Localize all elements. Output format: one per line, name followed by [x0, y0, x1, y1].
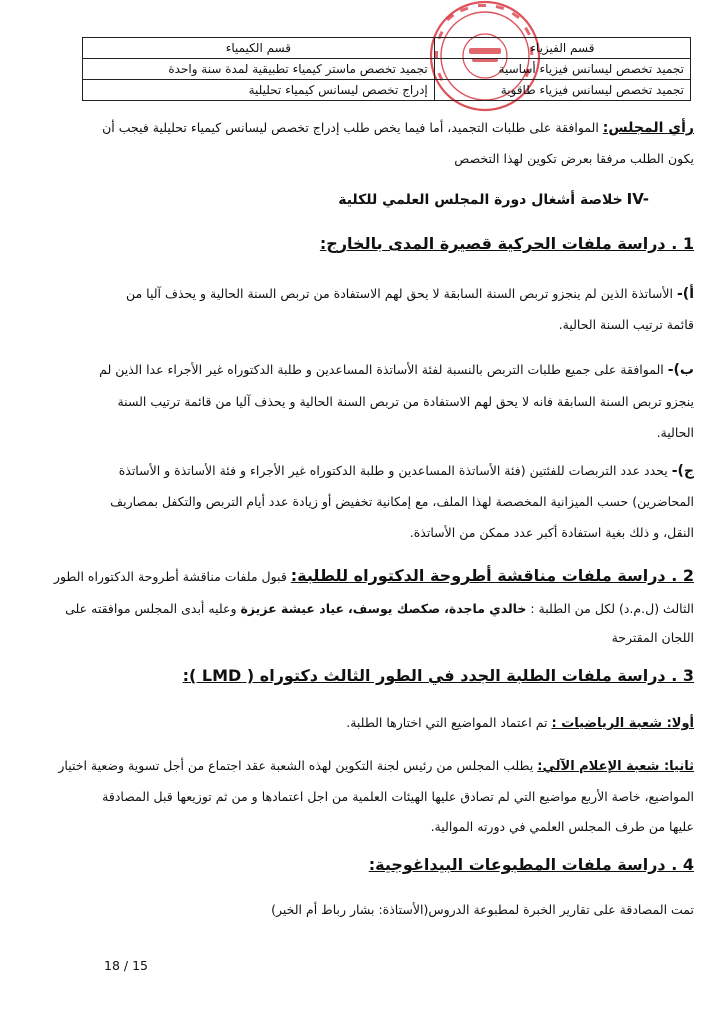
item-a-label: أ)-: [676, 286, 694, 302]
part-1-c-line-2: المحاضرين) حسب الميزانية المخصصة لهذا الملف، مع إمكانية تخفيض أو زيادة عدد أيام التربص والتكفل بمصاريف: [110, 494, 694, 509]
part-1-a-line-2: قائمة ترتيب السنة الحالية.: [558, 317, 694, 332]
header-chemistry: قسم الكيمياء: [83, 38, 435, 59]
header-physics: قسم الفيزياء: [434, 38, 690, 59]
student-name: خالدي ماجدة،: [444, 601, 527, 616]
departments-table: [82, 37, 691, 101]
part-2-line-2: [35, 601, 694, 616]
part-3-first-line: [346, 715, 694, 731]
table-cell: إدراج تخصص ليسانس كيمياء تحليلية: [83, 80, 435, 101]
part-3-second-line-3: عليها من طرف المجلس العلمي في دورته الموالية.: [430, 819, 694, 834]
math-branch-text: تم اعتماد المواضيع التي اختارها الطلبة.: [346, 715, 548, 730]
section-iv-heading: [338, 190, 649, 208]
item-a-text-1: الأساتذة الذين لم ينجزو تربص السنة السابقة لا يحق لهم الاستفادة من تربص السنة الحالية و يحذف آليا من: [125, 286, 673, 301]
page-number: 18 / 15: [104, 958, 148, 973]
table-row: [83, 80, 691, 101]
opinion-text-1: الموافقة على طلبات التجميد، أما فيما يخص طلب إدراج تخصص ليسانس كيمياء تحليلية فيجب أن: [102, 120, 599, 135]
part-4-title: 4 . دراسة ملفات المطبوعات البيداغوجية:: [368, 855, 694, 874]
table-header-row: [83, 38, 691, 59]
part-1-title: 1 . دراسة ملفات الحركية قصيرة المدى بالخارج:: [319, 234, 694, 253]
part-4-line-1: تمت المصادقة على تقارير الخبرة لمطبوعة الدروس(الأستاذة: بشار رباط أم الخير): [271, 902, 694, 917]
part-2-text-2-end: وعليه أبدى المجلس موافقته على: [65, 601, 237, 616]
item-c-label: ج)-: [671, 463, 694, 479]
section-iv-number: IV-: [626, 190, 649, 208]
item-b-text-1: الموافقة على جميع طلبات التربص بالنسبة لفئة الأساتذة المساعدين و طلبة الدكتوراه غير الأجراء عدا الذين لم: [99, 362, 664, 377]
student-name: عياد عيشة عزيزة: [240, 601, 345, 616]
part-2-title: 2 . دراسة ملفات مناقشة أطروحة الدكتوراه للطلبة:: [290, 566, 694, 585]
opinion-line-1: [35, 120, 694, 136]
part-2-line-3: اللجان المقترحة: [611, 630, 694, 645]
item-c-text-1: يحدد عدد التربصات للفئتين (فئة الأساتذة المساعدين و طلبة الدكتوراه غير الأجراء و فئة الأساتذة و الأساتذة: [118, 463, 668, 478]
cs-branch-text-1: يطلب المجلس من رئيس لجنة التكوين لهذه الشعبة عقد اجتماع من أجل تسوية وضعية اختيار: [58, 758, 534, 773]
part-3-title: 3 . دراسة ملفات الطلبة الجدد في الطور الثالث دكتوراه ( LMD ):: [182, 666, 694, 685]
part-1-b-line-3: الحالية.: [656, 425, 694, 440]
student-name: صكصك يوسف،: [348, 601, 441, 616]
part-1-c-line-1: [35, 463, 694, 479]
table-cell: تجميد تخصص ليسانس فيزياء أساسية: [434, 59, 690, 80]
part-3-second-line-1: [35, 758, 694, 774]
part-2-text-2: الثالث (ل.م.د) لكل من الطلبة :: [530, 601, 694, 616]
part-3-second-line-2: المواضيع، خاصة الأربع مواضيع التي لم تصادق عليها الهيئات العلمية من اجل اعتمادها و من ثم توزيعها قبل المصادقة: [102, 789, 694, 804]
part-2-text-1: قبول ملفات مناقشة أطروحة الدكتوراه الطور: [53, 569, 287, 584]
part-1-b-line-2: ينجزو تربص السنة السابقة فانه لا يحق لهم الاستفادة من تربص السنة الحالية و يحذف آليا من قائمة ترتيب السنة: [117, 394, 694, 409]
cs-branch-label: ثانيا: شعبة الإعلام الآلي:: [537, 759, 694, 774]
part-1-a-line-1: [35, 286, 694, 302]
item-b-label: ب)-: [667, 362, 694, 378]
math-branch-label: أولا: شعبة الرياضيات :: [551, 716, 694, 731]
part-1-c-line-3: النقل، و ذلك بغية استفادة أكبر عدد ممكن من الأساتذة.: [409, 525, 694, 540]
section-iv-title: خلاصة أشغال دورة المجلس العلمي للكلية: [338, 192, 623, 208]
table-cell: تجميد تخصص ليسانس فيزياء طاقوية: [434, 80, 690, 101]
opinion-line-2: يكون الطلب مرفقا بعرض تكوين لهذا التخصص: [454, 151, 694, 166]
table-cell: تجميد تخصص ماستر كيمياء تطبيقية لمدة سنة واحدة: [83, 59, 435, 80]
opinion-label: رأي المجلس:: [602, 120, 694, 136]
part-2-line-1: [35, 566, 694, 585]
table-row: [83, 59, 691, 80]
part-1-b-line-1: [35, 362, 694, 378]
